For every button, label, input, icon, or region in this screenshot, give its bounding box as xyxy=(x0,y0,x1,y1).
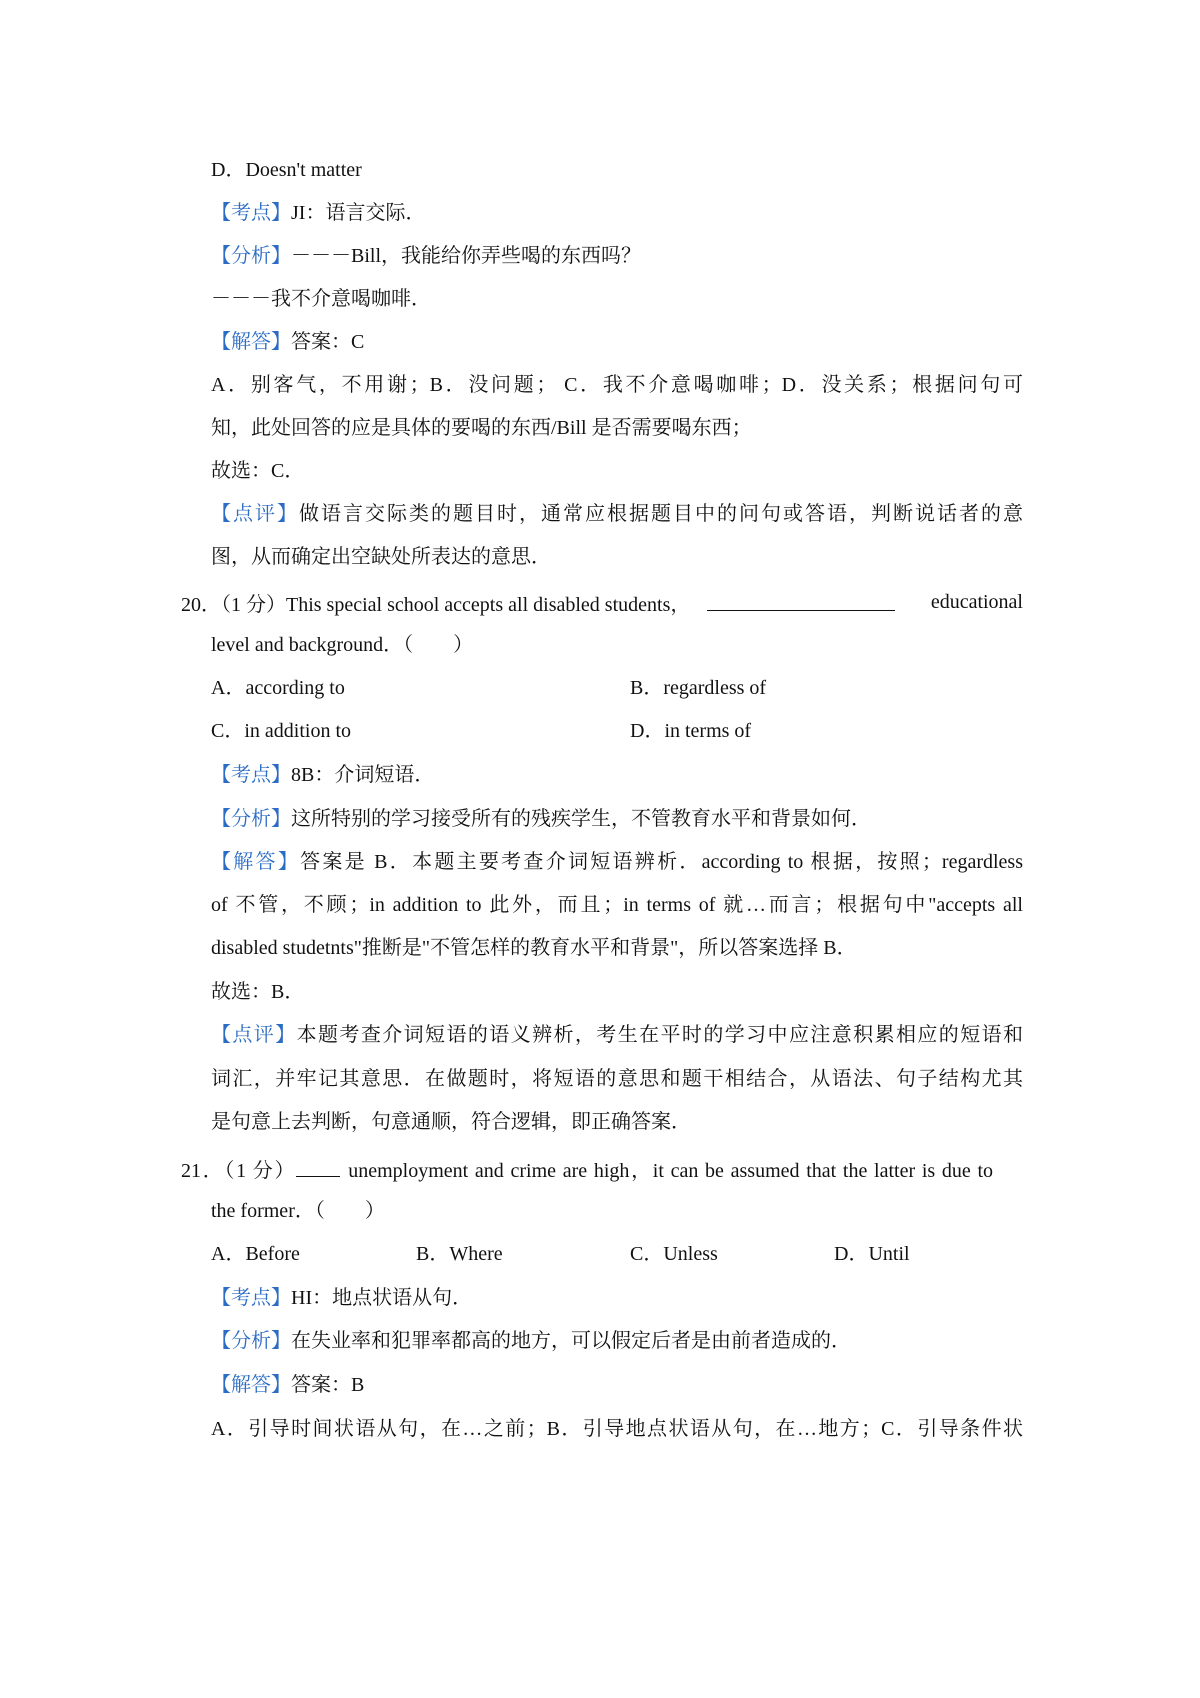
jieda-text: 答案：B xyxy=(291,1374,365,1396)
q20-jieda-line3: disabled studetnts"推断是"不管怎样的教育水平和背景"，所以答案选择 B． xyxy=(211,937,857,959)
q19-kaodian xyxy=(211,199,425,227)
q21-jieda xyxy=(211,1371,364,1399)
kaodian-text: HI：地点状语从句． xyxy=(291,1287,473,1309)
question-stem-part2: educational xyxy=(930,591,1023,613)
q19-explain-line1: A．别客气，不用谢；B．没问题； C．我不介意喝咖啡；D．没关系；根据问句可 xyxy=(211,374,1023,396)
q21-option-c: C．Unless xyxy=(630,1243,718,1265)
question-number: 20． xyxy=(181,594,221,616)
q19-fenxi-line2: －－－我不介意喝咖啡． xyxy=(211,288,431,310)
q20-dianping xyxy=(211,1021,1023,1049)
fenxi-text: 这所特别的学习接受所有的残疾学生，不管教育水平和背景如何． xyxy=(291,808,871,830)
q21-option-d: D．Until xyxy=(834,1243,910,1265)
q21-stem xyxy=(181,1154,1023,1185)
dianping-text: 做语言交际类的题目时，通常应根据题目中的问句或答语，判断说话者的意 xyxy=(299,503,1023,525)
fenxi-text: －－－Bill，我能给你弄些喝的东西吗？ xyxy=(291,245,642,267)
q20-dianping-line2: 词汇，并牢记其意思．在做题时，将短语的意思和题干相结合，从语法、句子结构尤其 xyxy=(211,1068,1023,1090)
fenxi-tag: 【分析】 xyxy=(211,808,291,830)
q20-option-a: A．according to xyxy=(211,677,345,699)
kaodian-tag: 【考点】 xyxy=(211,1287,291,1309)
q19-guxuan: 故选：C． xyxy=(211,460,305,482)
q20-option-d: D．in terms of xyxy=(630,720,752,742)
fenxi-tag: 【分析】 xyxy=(211,1330,291,1352)
q20-kaodian xyxy=(211,761,434,789)
q19-jieda xyxy=(211,328,364,356)
q21-explain-line1: A．引导时间状语从句，在…之前；B．引导地点状语从句，在…地方；C．引导条件状 xyxy=(211,1418,1023,1440)
kaodian-tag: 【考点】 xyxy=(211,764,291,786)
jieda-tag: 【解答】 xyxy=(211,1374,291,1396)
q19-explain-line2: 知，此处回答的应是具体的要喝的东西/Bill 是否需要喝东西； xyxy=(211,417,752,439)
q19-dianping-line2: 图，从而确定出空缺处所表达的意思． xyxy=(211,546,551,568)
question-number: 21． xyxy=(181,1160,225,1182)
q20-option-c: C．in addition to xyxy=(211,720,351,742)
fenxi-text: 在失业率和犯罪率都高的地方，可以假定后者是由前者造成的． xyxy=(291,1330,851,1352)
question-stem-part1: This special school accepts all disabled students， xyxy=(286,594,691,616)
jieda-tag: 【解答】 xyxy=(211,851,301,873)
dianping-text: 本题考查介词短语的语义辨析，考生在平时的学习中应注意积累相应的短语和 xyxy=(296,1024,1024,1046)
jieda-text: 答案是 B．本题主要考查介词短语辨析．according to 根据，按照；regardless xyxy=(300,851,1023,873)
q19-dianping xyxy=(211,500,1023,528)
q21-option-a: A．Before xyxy=(211,1243,300,1265)
q21-stem-line2: the former．（ ） xyxy=(211,1200,385,1222)
kaodian-text: 8B：介词短语． xyxy=(291,764,435,786)
q19-fenxi xyxy=(211,242,641,270)
q20-stem-line2: level and background．（ ） xyxy=(211,634,474,656)
q20-jieda xyxy=(211,848,1023,876)
jieda-tag: 【解答】 xyxy=(211,331,291,353)
question-stem-part1: unemployment and crime are high，it can be assumed that the latter is due to xyxy=(348,1160,994,1182)
q20-stem xyxy=(181,588,1023,619)
dianping-tag: 【点评】 xyxy=(211,503,299,525)
question-score: （1 分） xyxy=(224,1160,297,1182)
q20-jieda-line2: of 不管，不顾；in addition to 此外，而且；in terms of 就…而言；根据句中"accepts all xyxy=(211,894,1023,916)
question-score: （1 分） xyxy=(221,594,286,616)
answer-blank xyxy=(707,588,895,611)
dianping-tag: 【点评】 xyxy=(211,1024,297,1046)
answer-blank xyxy=(296,1154,340,1177)
q20-dianping-line3: 是句意上去判断，句意通顺，符合逻辑，即正确答案． xyxy=(211,1111,691,1133)
kaodian-text: JI：语言交际． xyxy=(291,202,426,224)
q21-kaodian xyxy=(211,1284,472,1312)
q20-fenxi xyxy=(211,805,871,833)
kaodian-tag: 【考点】 xyxy=(211,202,291,224)
fenxi-tag: 【分析】 xyxy=(211,245,291,267)
q19-option-d: D．Doesn't matter xyxy=(211,159,362,181)
q21-option-b: B．Where xyxy=(416,1243,503,1265)
q20-guxuan: 故选：B． xyxy=(211,981,305,1003)
q20-option-b: B．regardless of xyxy=(630,677,767,699)
jieda-text: 答案：C xyxy=(291,331,365,353)
q21-fenxi xyxy=(211,1327,851,1355)
